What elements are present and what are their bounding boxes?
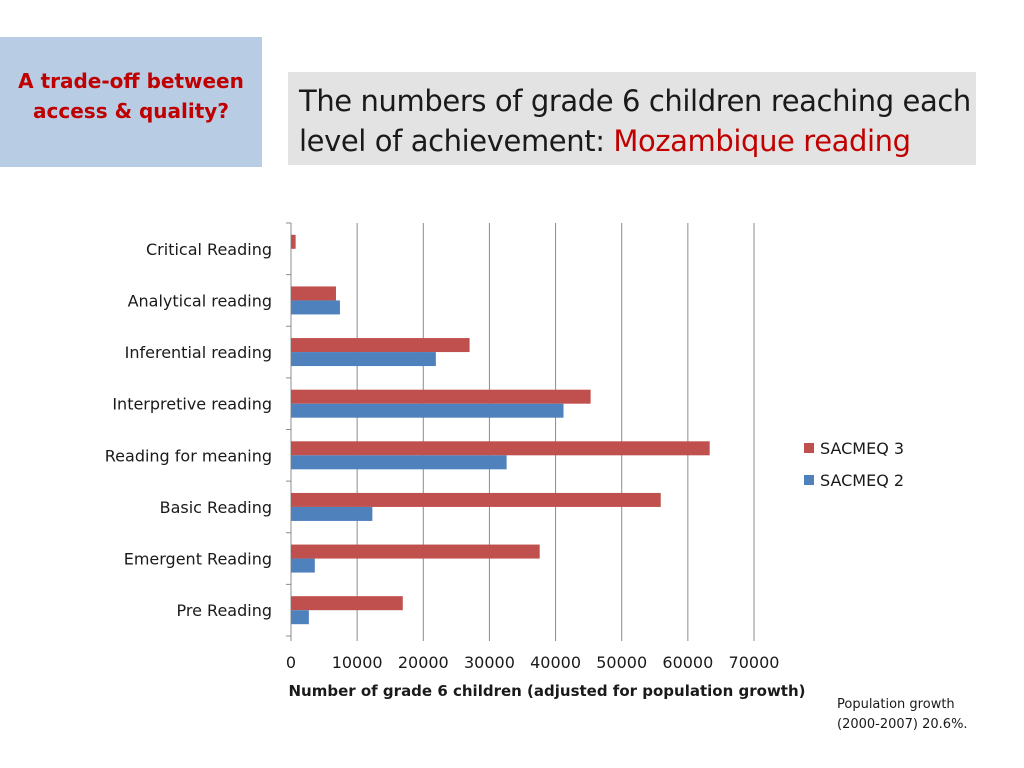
x-tick-label: 10000 — [331, 653, 383, 672]
x-tick-label: 30000 — [463, 653, 515, 672]
x-tick-label: 40000 — [530, 653, 582, 672]
footnote — [837, 695, 1017, 735]
bar-sacmeq2 — [291, 559, 315, 573]
category-label: Critical Reading — [146, 239, 272, 259]
x-tick-label: 20000 — [397, 653, 449, 672]
chart-gridlines — [357, 223, 754, 636]
bar-sacmeq3 — [291, 545, 540, 559]
chart-legend — [804, 439, 904, 490]
bar-sacmeq3 — [291, 235, 296, 249]
bar-sacmeq2 — [291, 507, 372, 521]
chart-axes — [286, 223, 754, 641]
bar-sacmeq2 — [291, 455, 507, 469]
x-axis-label: Number of grade 6 children (adjusted for population growth) — [288, 682, 806, 700]
category-label: Reading for meaning — [104, 446, 272, 466]
bar-sacmeq2 — [291, 404, 564, 418]
bar-sacmeq2 — [291, 352, 436, 366]
bar-sacmeq3 — [291, 338, 470, 352]
footnote-line-2: (2000-2007) 20.6%. — [837, 717, 968, 732]
bar-sacmeq3 — [291, 286, 336, 300]
legend-swatch — [804, 475, 814, 485]
bar-sacmeq3 — [291, 493, 661, 507]
x-tick-label: 70000 — [728, 653, 780, 672]
category-label: Emergent Reading — [123, 549, 272, 569]
bar-sacmeq3 — [291, 390, 591, 404]
category-label: Inferential reading — [124, 343, 272, 363]
side-heading: A trade-off between access & quality? — [18, 69, 244, 123]
bar-sacmeq2 — [291, 610, 309, 624]
chart-bars — [291, 235, 710, 624]
category-label: Interpretive reading — [112, 394, 272, 414]
category-labels — [105, 240, 272, 620]
x-tick-label: 60000 — [662, 653, 714, 672]
category-label: Pre Reading — [176, 601, 272, 621]
legend-label: SACMEQ 3 — [820, 439, 905, 458]
legend-label: SACMEQ 2 — [820, 471, 905, 490]
category-label: Basic Reading — [159, 497, 272, 517]
x-tick-label: 50000 — [596, 653, 648, 672]
x-tick-label: 0 — [285, 653, 297, 672]
title-main: The numbers of grade 6 children reaching each level of achievement: — [299, 84, 971, 158]
x-tick-labels — [286, 653, 780, 672]
category-label: Analytical reading — [127, 291, 272, 311]
bar-sacmeq2 — [291, 300, 340, 314]
bar-sacmeq3 — [291, 596, 403, 610]
legend-swatch — [804, 443, 814, 453]
title-highlight: Mozambique reading — [613, 124, 911, 158]
footnote-line-1: Population growth — [837, 697, 955, 712]
bar-sacmeq3 — [291, 441, 710, 455]
